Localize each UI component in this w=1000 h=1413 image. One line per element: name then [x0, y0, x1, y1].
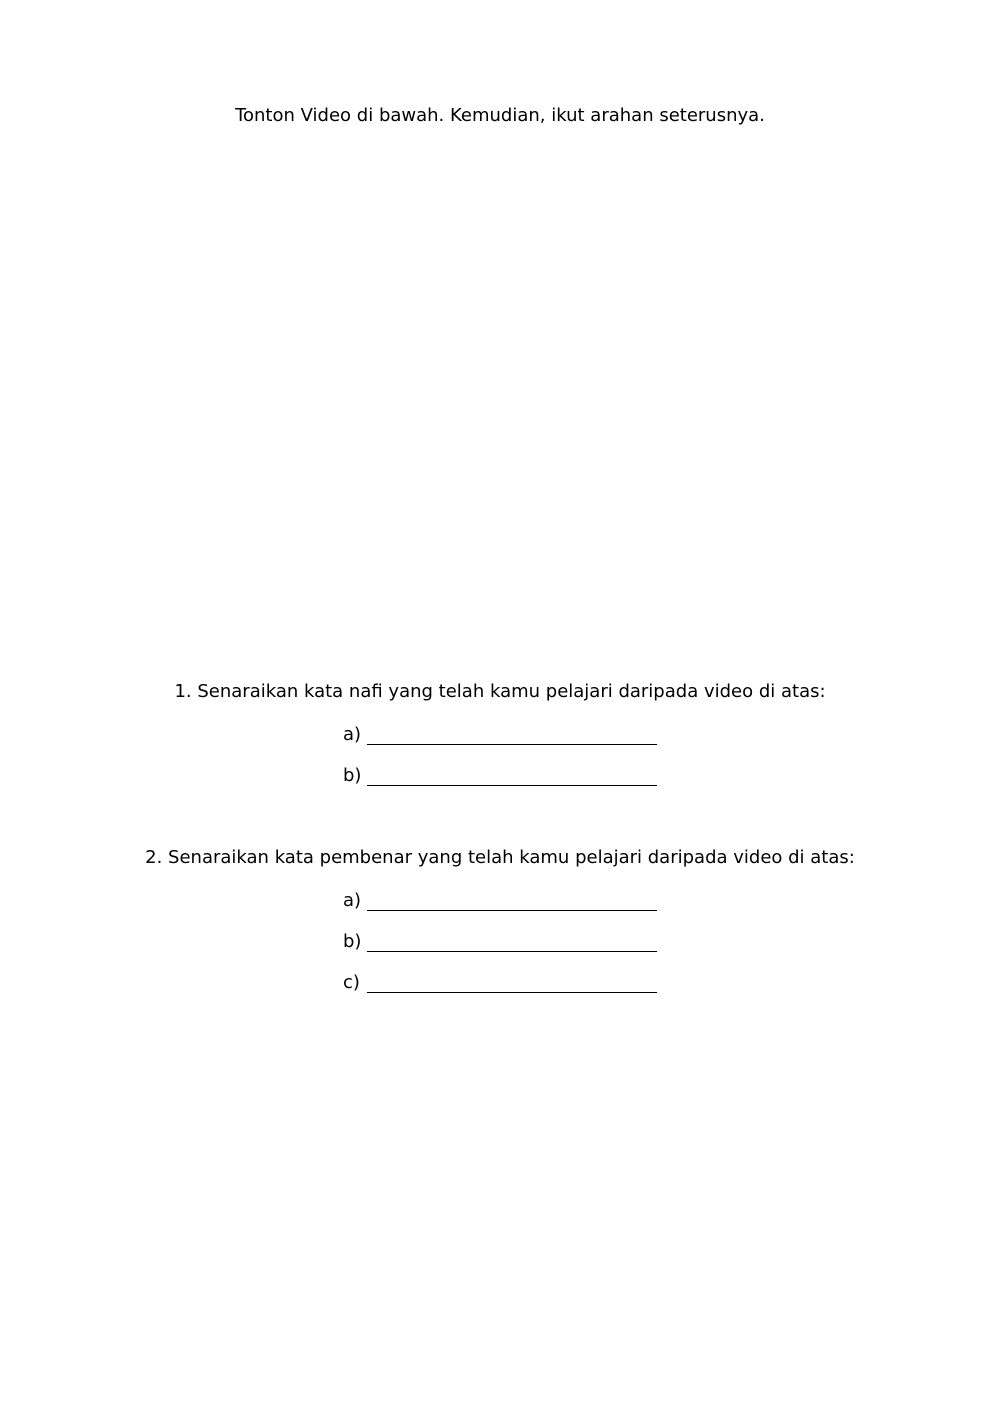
answer-blank-field[interactable] — [367, 744, 657, 745]
question-2-answer-a — [343, 887, 657, 913]
question-1-answer-a — [343, 721, 657, 747]
answer-blank-field[interactable] — [367, 992, 657, 993]
question-1-text: 1. Senaraikan kata nafi yang telah kamu pelajari daripada video di atas: — [174, 681, 826, 702]
answer-label: c) — [343, 972, 360, 993]
video-embed-area[interactable] — [150, 150, 850, 650]
question-2-answer-b — [343, 928, 657, 954]
answer-blank-field[interactable] — [367, 910, 657, 911]
answer-label: a) — [343, 724, 362, 745]
question-2-text: 2. Senaraikan kata pembenar yang telah kamu pelajari daripada video di atas: — [145, 847, 855, 868]
answer-label: a) — [343, 890, 362, 911]
answer-label: b) — [343, 931, 362, 952]
answer-blank-field[interactable] — [367, 785, 657, 786]
answer-label: b) — [343, 765, 362, 786]
instruction-text: Tonton Video di bawah. Kemudian, ikut arahan seterusnya. — [235, 105, 765, 126]
question-2-answer-c — [343, 969, 657, 995]
question-1-answer-b — [343, 762, 657, 788]
answer-blank-field[interactable] — [367, 951, 657, 952]
